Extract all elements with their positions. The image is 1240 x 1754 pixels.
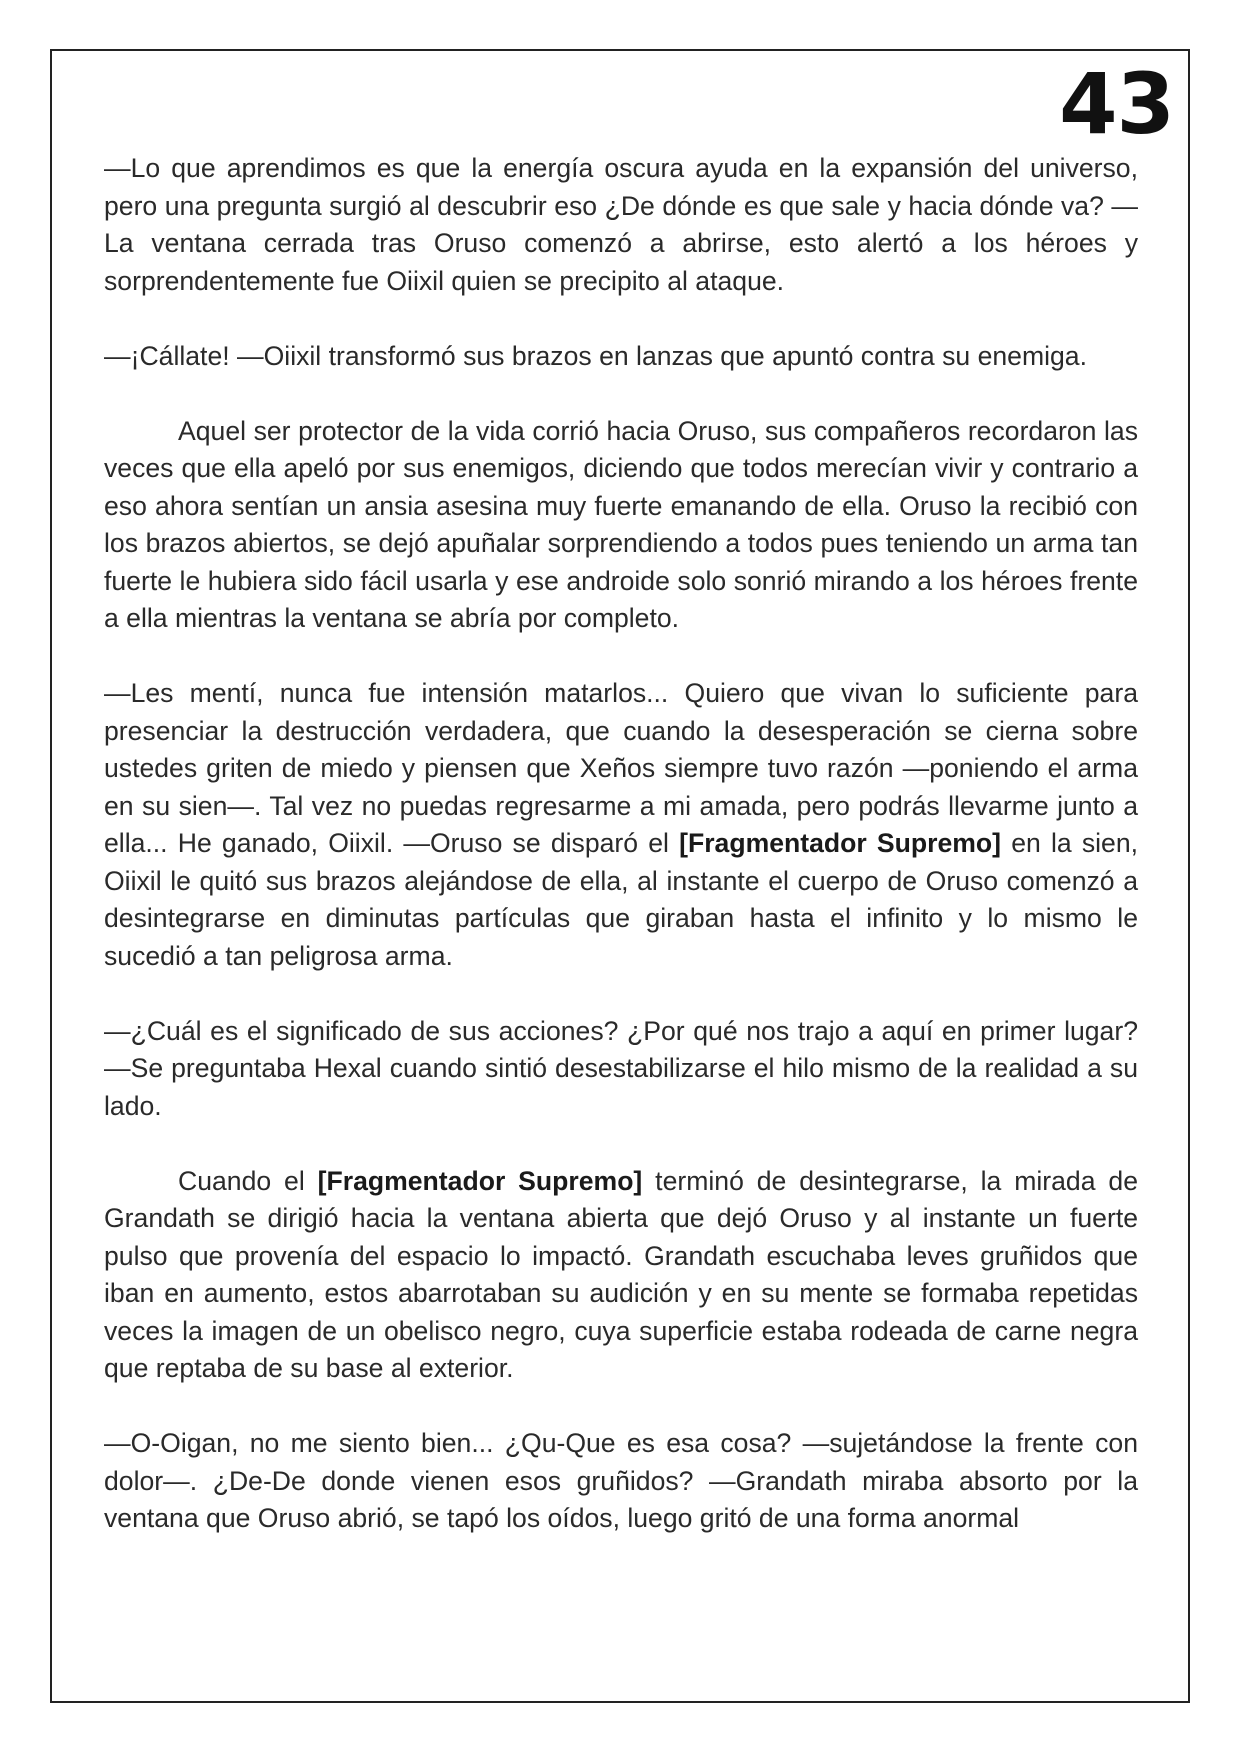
paragraph-2 [104,338,1138,376]
paragraph-text: —Les mentí, nunca fue intensión matarlos... Quiero que vivan lo suficiente para presenciar la destrucción verdadera, que cuando la desesperación se cierna sobre ustedes griten de miedo y piensen que Xeños siempre tuvo razón —poniendo el arma en su sien—. Tal vez no puedas regresarme a mi amada, pero podrás llevarme junto a ella... He ganado, Oiixil. —Oruso se disparó el [104,678,1138,858]
paragraph-6 [104,1163,1138,1388]
paragraph-text: —¡Cállate! —Oiixil transformó sus brazos en lanzas que apuntó contra su enemiga. [104,340,1087,371]
body-text [104,150,1138,1538]
paragraph-5 [104,1013,1138,1126]
paragraph-4 [104,675,1138,975]
paragraph-1 [104,150,1138,300]
weapon-name-bold: [Fragmentador Supremo] [679,828,1002,858]
weapon-name-bold: [Fragmentador Supremo] [317,1165,643,1196]
paragraph-text: terminó de desintegrarse, la mirada de Grandath se dirigió hacia la ventana abierta que dejó Oruso y al instante un fuerte pulso que provenía del espacio lo impactó. Grandath escuchaba leves gruñidos que iban en aumento, estos abarrotaban su audición y en su mente se formaba repetidas veces la imagen de un obelisco negro, cuya superficie estaba rodeada de carne negra que reptaba de su base al exterior. [104,1165,1138,1383]
page-number: 43 [1059,55,1174,153]
paragraph-text: —Lo que aprendimos es que la energía oscura ayuda en la expansión del universo, pero una pregunta surgió al descubrir eso ¿De dónde es que sale y hacia dónde va? —La ventana cerrada tras Oruso comenzó a abrirse, esto alertó a los héroes y sorprendentemente fue Oiixil quien se precipito al ataque. [104,153,1138,296]
paragraph-text: —¿Cuál es el significado de sus acciones? ¿Por qué nos trajo a aquí en primer lugar? —Se preguntaba Hexal cuando sintió desestabilizarse el hilo mismo de la realidad a su lado. [104,1015,1138,1121]
paragraph-text: en la sien, Oiixil le quitó sus brazos alejándose de ella, al instante el cuerpo de Oruso comenzó a desintegrarse en diminutas partículas que giraban hasta el infinito y lo mismo le sucedió a tan peligrosa arma. [104,828,1138,971]
paragraph-text: —O-Oigan, no me siento bien... ¿Qu-Que es esa cosa? —sujetándose la frente con dolor—. ¿De-De donde vienen esos gruñidos? —Grandath miraba absorto por la ventana que Oruso abrió, se tapó los oídos, luego gritó de una forma anormal [104,1428,1138,1533]
paragraph-text: Cuando el [178,1165,318,1196]
paragraph-text: Aquel ser protector de la vida corrió hacia Oruso, sus compañeros recordaron las veces que ella apeló por sus enemigos, diciendo que todos merecían vivir y contrario a eso ahora sentían un ansia asesina muy fuerte emanando de ella. Oruso la recibió con los brazos abiertos, se dejó apuñalar sorprendiendo a todos pues teniendo un arma tan fuerte le hubiera sido fácil usarla y ese androide solo sonrió mirando a los héroes frente a ella mientras la ventana se abría por completo. [104,415,1138,633]
paragraph-7 [104,1425,1138,1538]
paragraph-3 [104,413,1138,638]
